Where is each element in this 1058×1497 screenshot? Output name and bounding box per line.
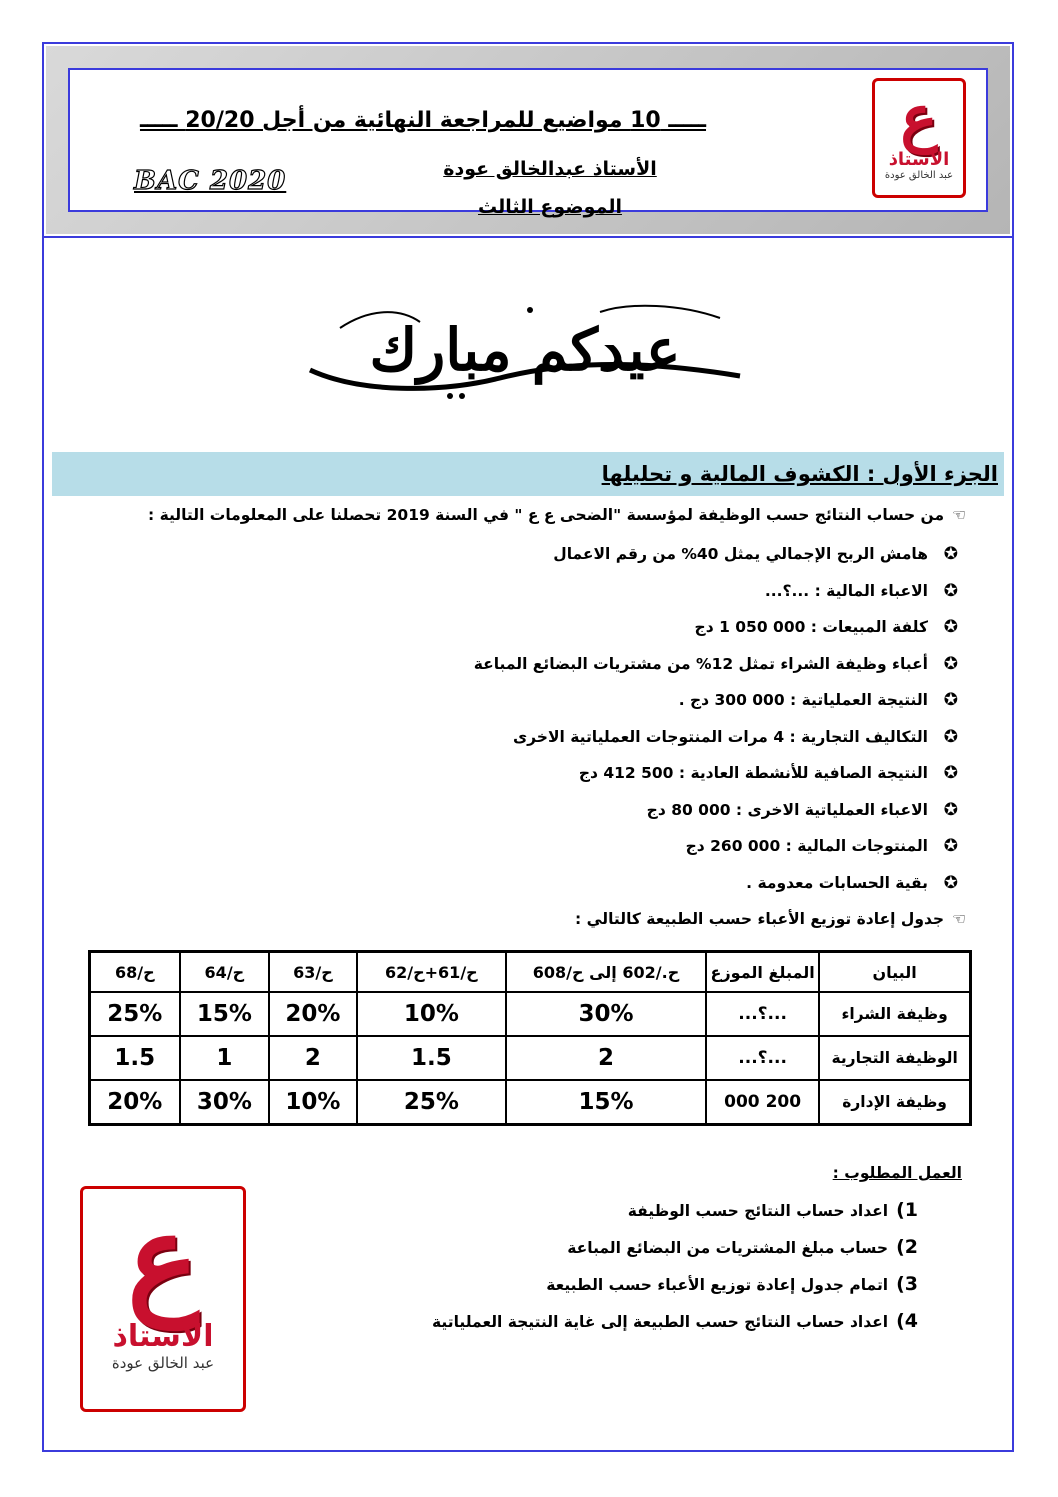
section-title: الجزء الأول : الكشوف المالية و تحليلها <box>601 462 998 486</box>
list-item: ✪الاعباء المالية : ...؟... <box>474 577 958 614</box>
task-number: 3) <box>896 1273 918 1295</box>
list-item: ✪النتيجة العملياتية : 000 300 دج . <box>474 686 958 723</box>
table-header-cell: ح/64 <box>180 952 270 993</box>
table-header-cell: البيان <box>819 952 970 993</box>
list-item: ✪بقية الحسابات معدومة . <box>474 869 958 906</box>
header-box <box>42 42 1014 238</box>
teacher-logo-small <box>872 78 966 198</box>
table-cell: 20% <box>90 1080 180 1125</box>
task-number: 4) <box>896 1310 918 1332</box>
table-header-cell: المبلغ الموزع <box>706 952 819 993</box>
logo-glyph: ع <box>127 1188 199 1329</box>
intro-paragraph <box>148 506 966 524</box>
list-item: ✪النتيجة الصافية للأنشطة العادية : 500 412 دج <box>474 759 958 796</box>
table-cell: 20% <box>269 992 357 1036</box>
table-cell: 1.5 <box>357 1036 506 1080</box>
info-list <box>474 540 958 905</box>
logo-glyph: ع <box>900 81 938 154</box>
star-bullet-icon: ✪ <box>943 836 958 856</box>
table-cell: 200 000 <box>706 1080 819 1125</box>
table-cell: 1.5 <box>90 1036 180 1080</box>
logo-title: الأستاذ <box>888 149 950 170</box>
header-inner <box>68 68 988 218</box>
table-cell: 2 <box>506 1036 706 1080</box>
table-cell: الوظيفة التجارية <box>819 1036 970 1080</box>
star-bullet-icon: ✪ <box>943 653 958 674</box>
star-bullet-icon: ✪ <box>943 872 958 893</box>
list-item: ✪كلفة المبيعات : 000 050 1 دج <box>474 613 958 650</box>
table-cell: 25% <box>90 992 180 1036</box>
task-number: 2) <box>896 1236 918 1258</box>
list-item: 4)اعداد حساب النتائج حسب الطبيعة إلى غاية النتيجة العملياتية <box>432 1310 918 1332</box>
table-cell: 30% <box>506 992 706 1036</box>
section-bar <box>52 452 1004 496</box>
table-cell: 1 <box>180 1036 270 1080</box>
list-item: ✪هامش الربح الإجمالي يمثل 40% من رقم الاعمال <box>474 540 958 577</box>
table-row <box>90 1036 971 1080</box>
star-bullet-icon: ✪ <box>943 617 958 637</box>
table-cell: 25% <box>357 1080 506 1125</box>
table-header-cell: ح/68 <box>90 952 180 993</box>
header-topic: الموضوع الثالث <box>478 196 622 218</box>
table-header-cell: ح/63 <box>269 952 357 993</box>
table-row <box>90 1080 971 1125</box>
teacher-logo-large <box>80 1186 246 1412</box>
table-cell: وظيفة الإدارة <box>819 1080 970 1125</box>
bac-label: BAC 2020 <box>134 166 287 196</box>
table-cell: ...؟... <box>706 992 819 1036</box>
task-list <box>432 1196 918 1344</box>
list-item: ✪الاعباء العملياتية الاخرى : 000 80 دج <box>474 796 958 833</box>
star-bullet-icon: ✪ <box>943 799 958 820</box>
list-item: ✪أعباء وظيفة الشراء تمثل 12% من مشتريات البضائع المباعة <box>474 650 958 687</box>
star-bullet-icon: ✪ <box>943 580 958 601</box>
table-cell: 10% <box>357 992 506 1036</box>
table-header-cell: ح/61+ح/62 <box>357 952 506 993</box>
logo-subtitle: عبد الخالق عودة <box>884 170 954 181</box>
table-row <box>90 992 971 1036</box>
tasks-title: العمل المطلوب : <box>832 1164 962 1182</box>
eid-greeting: عيدكم مبارك <box>369 316 681 384</box>
list-item: 3)اتمام جدول إعادة توزيع الأعباء حسب الطبيعة <box>546 1273 918 1295</box>
header-teacher: الأستاذ عبدالخالق عودة <box>443 158 657 180</box>
table-cell: 10% <box>269 1080 357 1125</box>
list-item: ✪التكاليف التجارية : 4 مرات المنتوجات العملياتية الاخرى <box>474 723 958 760</box>
star-bullet-icon: ✪ <box>943 763 958 783</box>
header-title: ـــــ 10 مواضيع للمراجعة النهائية من أجل 20/20 ـــــ <box>139 108 707 133</box>
star-bullet-icon: ✪ <box>943 690 958 710</box>
star-bullet-icon: ✪ <box>943 544 958 564</box>
list-item: 1)اعداد حساب النتائج حسب الوظيفة <box>627 1199 918 1221</box>
list-item: ✪المنتوجات المالية : 000 260 دج <box>474 832 958 869</box>
table-cell: وظيفة الشراء <box>819 992 970 1036</box>
table-intro: ☜جدول إعادة توزيع الأعباء حسب الطبيعة كالتالي : <box>575 910 966 928</box>
task-number: 1) <box>896 1199 918 1221</box>
logo-title: الأستاذ <box>112 1319 214 1354</box>
table-cell: 15% <box>506 1080 706 1125</box>
table-cell: 15% <box>180 992 270 1036</box>
table-cell: ...؟... <box>706 1036 819 1080</box>
table-cell: 2 <box>269 1036 357 1080</box>
distribution-table <box>88 950 972 1126</box>
hand-pointer-icon: ☜ <box>952 910 966 928</box>
intro-text: من حساب النتائج حسب الوظيفة لمؤسسة "الضحى ع ع " في السنة 2019 تحصلنا على المعلومات التالية : <box>147 506 945 524</box>
hand-pointer-icon: ☜ <box>952 506 966 524</box>
star-bullet-icon: ✪ <box>943 726 958 747</box>
logo-subtitle: عبد الخالق عودة <box>111 1354 215 1372</box>
table-cell: 30% <box>180 1080 270 1125</box>
table-header-row <box>90 952 971 993</box>
list-item: 2)حساب مبلغ المشتريات من البضائع المباعة <box>567 1236 918 1258</box>
table-header-cell: ح./602 إلى ح/608 <box>506 952 706 993</box>
